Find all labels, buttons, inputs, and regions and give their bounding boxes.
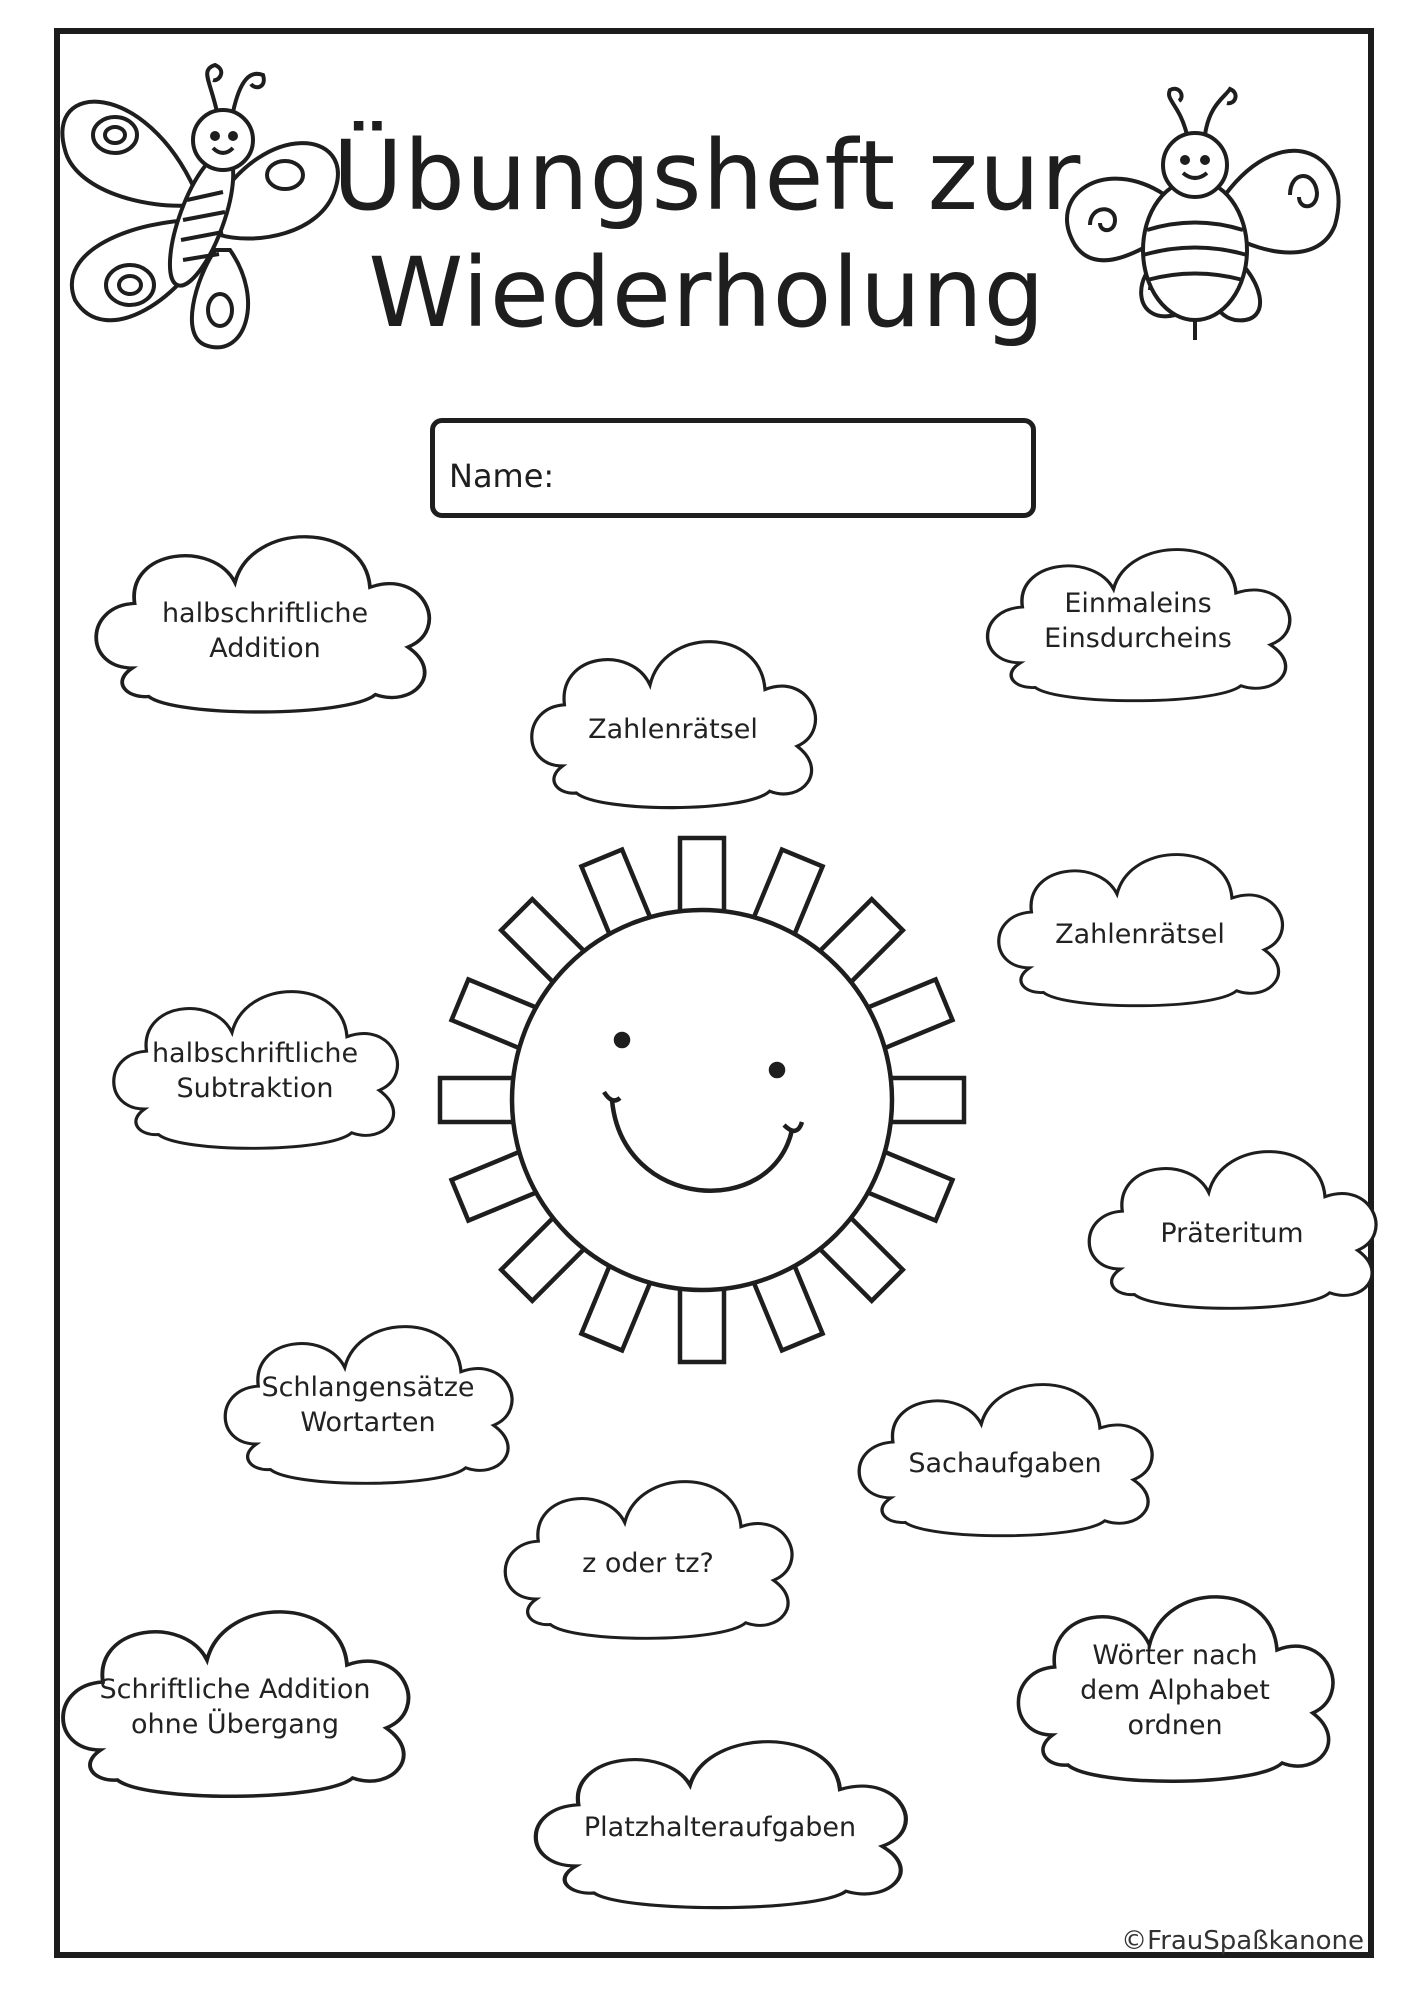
name-label: Name: [449,457,555,495]
sun-icon [440,838,964,1362]
cloud-label: Schlangensätze Wortarten [261,1372,475,1439]
cloud-label: Schriftliche Addition ohne Übergang [99,1674,371,1741]
name-input[interactable] [555,449,1019,495]
cloud-label: Platzhalteraufgaben [583,1812,857,1843]
cloud-label: Wörter nach dem Alphabet ordnen [1080,1640,1270,1742]
cloud-label: Präteritum [1160,1218,1304,1249]
cloud-label: Zahlenrätsel [1055,919,1225,950]
copyright-text: ©FrauSpaßkanone [1121,1926,1364,1956]
name-field-box[interactable] [430,418,1036,518]
page-title-line2: Wiederholung [368,237,1046,349]
page-title-line1: Übungsheft zur [332,120,1082,232]
cloud-label: Sachaufgaben [908,1448,1102,1479]
cloud-label: z oder tz? [582,1548,714,1579]
cloud-label: Zahlenrätsel [588,714,758,745]
cloud-label: halbschriftliche Addition [161,598,369,665]
cloud-label: Einmaleins Einsdurcheins [1044,588,1232,655]
cloud-label: halbschriftliche Subtraktion [151,1038,359,1105]
